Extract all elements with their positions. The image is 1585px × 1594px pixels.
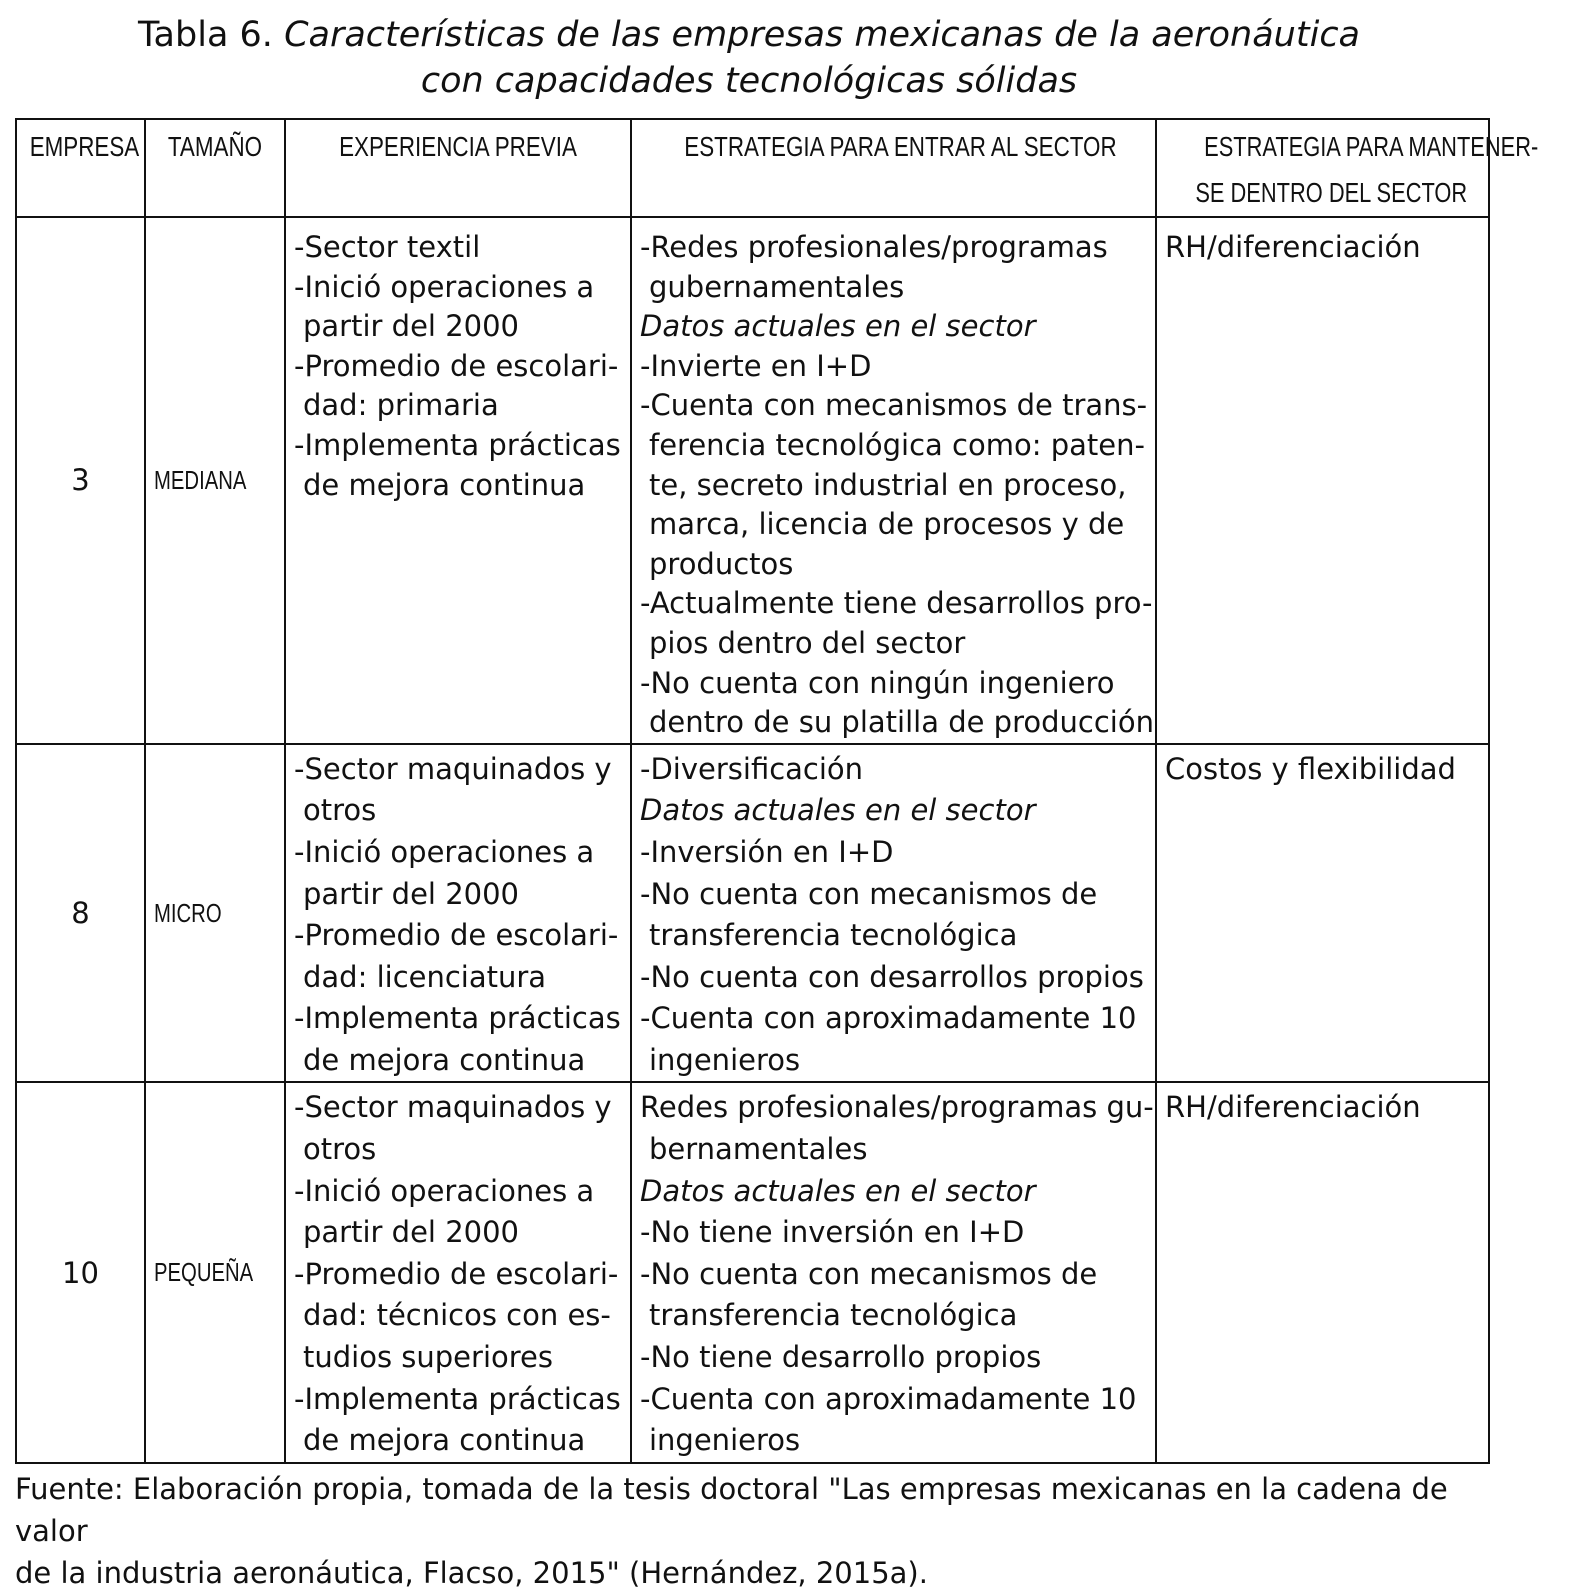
entrar-line: bernamentales	[649, 1132, 868, 1167]
experiencia-cell	[285, 1082, 631, 1462]
table-row	[16, 217, 1489, 744]
title-main: Características de las empresas mexicanas de la aeronáutica	[284, 15, 1361, 55]
header-mantener	[1156, 119, 1539, 217]
entrar-cell	[631, 217, 1156, 744]
entrar-line: te, secreto industrial en proceso,	[649, 467, 1127, 502]
experiencia-line: partir del 2000	[303, 876, 519, 911]
entrar-line: transferencia tecnológica	[649, 1298, 1018, 1333]
characteristics-table	[15, 118, 1539, 1464]
mantener-cell	[1156, 1082, 1489, 1462]
entrar-line: -No cuenta con ningún ingeniero	[640, 665, 1115, 700]
entrar-line: ingenieros	[649, 1423, 801, 1458]
tamano-value: MICRO	[154, 897, 222, 928]
tamano-cell	[145, 1082, 285, 1462]
experiencia-line: otros	[303, 793, 377, 828]
entrar-cell	[631, 744, 1156, 1083]
empresa-cell: 8	[16, 744, 145, 1083]
experiencia-line: -Promedio de escolari-	[294, 918, 619, 953]
title-prefix: Tabla 6.	[137, 15, 273, 55]
entrar-line: transferencia tecnológica	[649, 918, 1018, 953]
experiencia-line: -Promedio de escolari-	[294, 348, 619, 383]
experiencia-line: de mejora continua	[303, 1042, 586, 1077]
empresa-cell: 10	[16, 1082, 145, 1462]
entrar-subheading: Datos actuales en el sector	[640, 1173, 1036, 1208]
header-tamano: TAMAÑO	[159, 119, 271, 217]
experiencia-line: de mejora continua	[303, 467, 586, 502]
source-line-1: Fuente: Elaboración propia, tomada de la tesis doctoral "Las empresas mexicanas en la cadena de valor	[15, 1472, 1448, 1548]
header-entrar: ESTRATEGIA PARA ENTRAR AL SECTOR	[684, 119, 1104, 217]
entrar-line: -Invierte en I+D	[640, 348, 872, 383]
table-row	[16, 744, 1489, 1083]
entrar-line: productos	[649, 546, 794, 581]
entrar-line: gubernamentales	[649, 269, 905, 304]
source-line-2: de la industria aeronáutica, Flacso, 2015" (Hernández, 2015a).	[15, 1556, 928, 1590]
tamano-value: MEDIANA	[154, 464, 247, 495]
header-mantener-line-2: SE DENTRO DEL SECTOR	[1195, 177, 1468, 208]
experiencia-line: tudios superiores	[303, 1340, 553, 1375]
entrar-line: pios dentro del sector	[649, 625, 966, 660]
experiencia-line: -Promedio de escolari-	[294, 1256, 619, 1291]
entrar-line: Redes profesionales/programas gu-	[640, 1090, 1154, 1125]
experiencia-line: partir del 2000	[303, 1215, 519, 1250]
tamano-cell	[145, 744, 285, 1083]
table-title	[0, 12, 1498, 104]
experiencia-line: -Implementa prácticas	[294, 1381, 621, 1416]
entrar-subheading: Datos actuales en el sector	[640, 309, 1036, 344]
entrar-line: ingenieros	[649, 1042, 801, 1077]
header-experiencia: EXPERIENCIA PREVIA	[320, 119, 597, 217]
title-line-1	[0, 12, 1498, 58]
mantener-cell	[1156, 217, 1489, 744]
experiencia-line: -Inició operaciones a	[294, 269, 595, 304]
mantener-value: RH/diferenciación	[1165, 230, 1421, 264]
entrar-line: ferencia tecnológica como: paten-	[649, 427, 1145, 462]
experiencia-line: de mejora continua	[303, 1423, 586, 1458]
experiencia-line: otros	[303, 1132, 377, 1167]
table-row	[16, 1082, 1489, 1462]
mantener-value: RH/diferenciación	[1165, 1090, 1421, 1125]
header-row	[16, 119, 1489, 217]
entrar-line: -Cuenta con aproximadamente 10	[640, 1381, 1137, 1416]
experiencia-line: dad: técnicos con es-	[303, 1298, 611, 1333]
empresa-cell: 3	[16, 217, 145, 744]
entrar-line: -Diversificación	[640, 751, 864, 786]
experiencia-cell	[285, 217, 631, 744]
mantener-cell	[1156, 744, 1489, 1083]
title-line-2: con capacidades tecnológicas sólidas	[420, 61, 1078, 101]
tamano-cell	[145, 217, 285, 744]
experiencia-line: -Implementa prácticas	[294, 427, 621, 462]
header-mantener-line-1: ESTRATEGIA PARA MANTENER-	[1204, 131, 1539, 162]
entrar-line: -No tiene inversión en I+D	[640, 1215, 1025, 1250]
experiencia-line: -Sector textil	[294, 230, 481, 264]
source-note	[15, 1468, 1495, 1594]
tamano-value: PEQUEÑA	[154, 1257, 254, 1288]
entrar-line: -Actualmente tiene desarrollos pro-	[640, 586, 1153, 621]
entrar-line: marca, licencia de procesos y de	[649, 507, 1125, 542]
entrar-cell	[631, 1082, 1156, 1462]
header-empresa: EMPRESA	[29, 119, 132, 217]
experiencia-line: -Implementa prácticas	[294, 1001, 621, 1036]
experiencia-line: -Sector maquinados y	[294, 1090, 612, 1125]
entrar-line: -No cuenta con mecanismos de	[640, 876, 1098, 911]
experiencia-cell	[285, 744, 631, 1083]
entrar-line: -Inversión en I+D	[640, 834, 894, 869]
experiencia-line: -Inició operaciones a	[294, 1173, 595, 1208]
experiencia-line: dad: licenciatura	[303, 959, 547, 994]
experiencia-line: -Sector maquinados y	[294, 751, 612, 786]
entrar-line: dentro de su platilla de producción	[649, 705, 1154, 740]
entrar-line: -No cuenta con mecanismos de	[640, 1256, 1098, 1291]
mantener-value: Costos y flexibilidad	[1165, 751, 1456, 786]
entrar-line: -No tiene desarrollo propios	[640, 1340, 1042, 1375]
experiencia-line: partir del 2000	[303, 309, 519, 344]
experiencia-line: dad: primaria	[303, 388, 499, 423]
experiencia-line: -Inició operaciones a	[294, 834, 595, 869]
entrar-line: -Cuenta con mecanismos de trans-	[640, 388, 1148, 423]
entrar-line: -No cuenta con desarrollos propios	[640, 959, 1144, 994]
entrar-line: -Redes profesionales/programas	[640, 230, 1108, 264]
entrar-line: -Cuenta con aproximadamente 10	[640, 1001, 1137, 1036]
entrar-subheading: Datos actuales en el sector	[640, 793, 1036, 828]
